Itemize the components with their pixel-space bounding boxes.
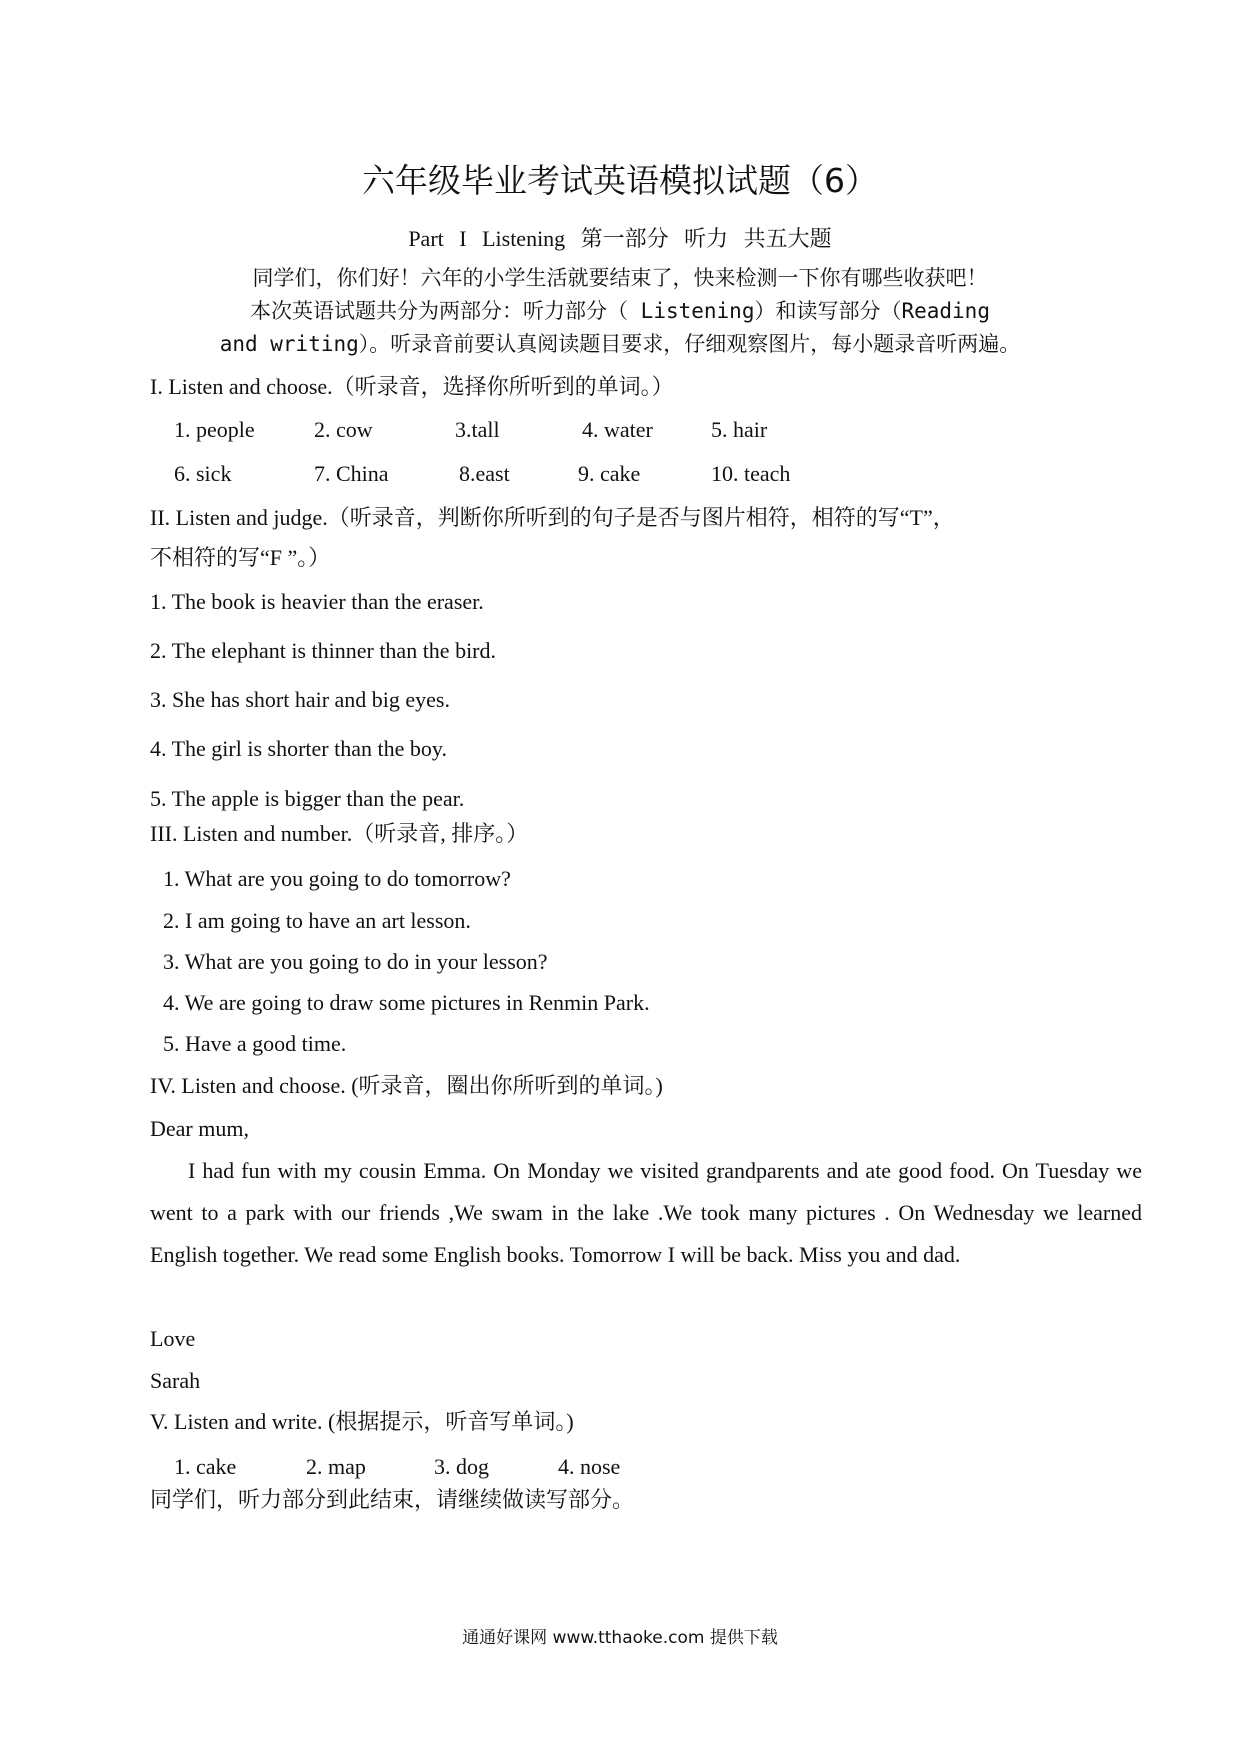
list-item: 4. The girl is shorter than the boy. bbox=[150, 736, 447, 761]
word-item: 2. cow bbox=[314, 417, 373, 442]
list-item: 3. What are you going to do in your lesson? bbox=[163, 949, 548, 974]
intro-line-1: 同学们，你们好！六年的小学生活就要结束了，快来检测一下你有哪些收获吧！ bbox=[252, 266, 988, 290]
word-item: 3.tall bbox=[455, 417, 500, 442]
intro-line-3: and writing）。听录音前要认真阅读题目要求，仔细观察图片，每小题录音听两遍。 bbox=[219, 332, 1021, 356]
letter-body: I had fun with my cousin Emma. On Monday we visited grandparents and ate good food. On Tuesday we went to a park with our friends ,We swam in the lake .We took many pictures . On Wednesday we learned English together. We read some English books. Tomorrow I will be back. Miss you and dad. bbox=[150, 1158, 1142, 1267]
letter-closing: Love bbox=[150, 1326, 196, 1351]
list-item: 5. Have a good time. bbox=[163, 1031, 347, 1056]
letter-greeting: Dear mum, bbox=[150, 1116, 249, 1141]
letter-signature: Sarah bbox=[150, 1368, 201, 1393]
word-item: 1. cake bbox=[174, 1454, 237, 1479]
list-item: 4. We are going to draw some pictures in Renmin Park. bbox=[163, 990, 650, 1015]
intro-line-2: 本次英语试题共分为两部分：听力部分（ Listening）和读写部分（Reading bbox=[250, 299, 990, 323]
list-item: 2. I am going to have an art lesson. bbox=[163, 908, 471, 933]
list-item: 2. The elephant is thinner than the bird. bbox=[150, 638, 497, 663]
section-4-heading: IV. Listen and choose. (听录音，圈出你所听到的单词。) bbox=[150, 1073, 663, 1098]
word-item: 7. China bbox=[314, 461, 389, 486]
part-subtitle: Part I Listening 第一部分 听力 共五大题 bbox=[408, 226, 832, 251]
section-5-heading: V. Listen and write. (根据提示，听音写单词。) bbox=[150, 1409, 574, 1434]
section-2-heading-cont: 不相符的写“F ”。） bbox=[150, 545, 331, 570]
list-item: 1. What are you going to do tomorrow? bbox=[163, 866, 511, 891]
word-item: 5. hair bbox=[711, 417, 768, 442]
word-item: 4. nose bbox=[558, 1454, 621, 1479]
word-item: 1. people bbox=[174, 417, 255, 442]
list-item: 5. The apple is bigger than the pear. bbox=[150, 786, 465, 811]
word-item: 8.east bbox=[459, 461, 510, 486]
section-2-heading: II. Listen and judge.（听录音，判断你所听到的句子是否与图片相符，相符的写“T”， bbox=[150, 505, 955, 530]
page-title: 六年级毕业考试英语模拟试题（6） bbox=[362, 161, 878, 200]
word-item: 3. dog bbox=[434, 1454, 489, 1479]
word-item: 10. teach bbox=[711, 461, 791, 486]
word-item: 6. sick bbox=[174, 461, 232, 486]
footer-credit: 通通好课网 www.tthaoke.com 提供下载 bbox=[462, 1628, 778, 1648]
list-item: 1. The book is heavier than the eraser. bbox=[150, 589, 484, 614]
word-item: 9. cake bbox=[578, 461, 641, 486]
word-item: 4. water bbox=[582, 417, 653, 442]
section-1-heading: I. Listen and choose.（听录音，选择你所听到的单词。） bbox=[150, 374, 674, 399]
ending-note: 同学们，听力部分到此结束，请继续做读写部分。 bbox=[150, 1488, 635, 1513]
word-item: 2. map bbox=[306, 1454, 366, 1479]
section-3-heading: III. Listen and number.（听录音, 排序。） bbox=[150, 821, 529, 846]
list-item: 3. She has short hair and big eyes. bbox=[150, 687, 450, 712]
